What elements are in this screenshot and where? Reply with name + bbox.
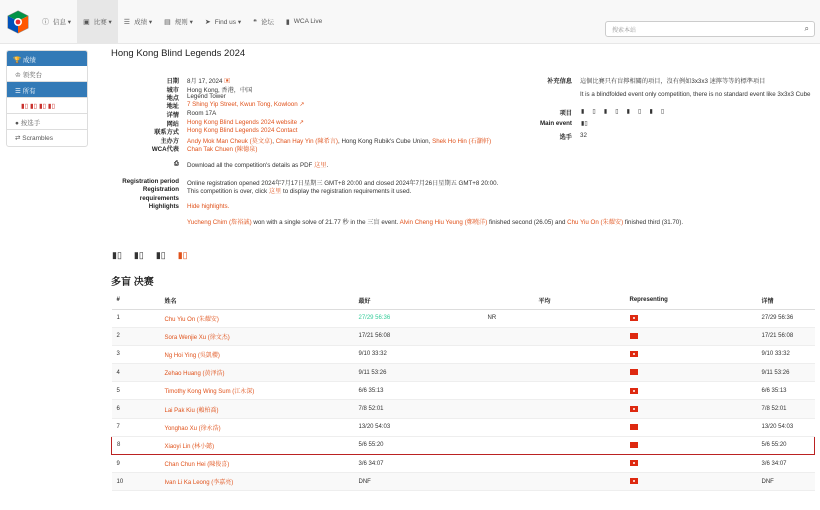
website-link[interactable]: Hong Kong Blind Legends 2024 website bbox=[187, 119, 298, 126]
cell-best: 6/6 35:13 bbox=[354, 382, 483, 400]
cell-details: 27/29 56:36 bbox=[757, 309, 815, 327]
table-row bbox=[112, 364, 815, 382]
list-icon: ☰ bbox=[15, 88, 21, 95]
col-representing: Representing bbox=[625, 292, 757, 309]
organizer-value: Andy Mok Man Cheuk (莫文卓), Chan Hay Yin (陳希言), Hong Kong Rubik's Cube Union, Shek Ho Hin (石灝軒) bbox=[187, 138, 492, 145]
event-333bf-icon[interactable]: ▮▯ bbox=[21, 103, 29, 110]
cell-best: 27/29 56:36 bbox=[354, 309, 483, 327]
cell-representing bbox=[625, 400, 757, 418]
extra-info-en: It is a blindfolded event only competition, there is no standard event like 3x3x3 Cube bbox=[580, 91, 811, 98]
nav-find-us-label: Find us ▾ bbox=[214, 18, 242, 26]
date-text: 8月 17, 2024 bbox=[187, 78, 223, 85]
sidebar-item-label: 按选手 bbox=[20, 120, 41, 127]
cell-name[interactable]: Ivan Li Ka Leong (李嘉亮) bbox=[160, 473, 354, 491]
event-333mbf-icon[interactable]: ▮▯ bbox=[47, 103, 56, 110]
event-333bf-icon[interactable]: ▮▯ bbox=[581, 108, 604, 115]
cubes-icon: ▣ bbox=[83, 18, 90, 26]
table-row bbox=[112, 400, 815, 418]
reg-period-value: Online registration opened 2024年7月17日星期三 GMT+8 20:00 and closed 2024年7月26日星期五 GMT+8 20:00. bbox=[187, 180, 499, 187]
cell-pos: 7 bbox=[112, 418, 160, 436]
city-value: Hong Kong, 香港，中国 bbox=[187, 87, 253, 94]
sidebar-header[interactable]: 🏆 成绩 bbox=[7, 51, 87, 66]
nav-regulations[interactable] bbox=[158, 0, 199, 44]
trophy-icon: ♔ bbox=[15, 72, 21, 79]
pdf-link[interactable]: 这里 bbox=[314, 162, 327, 169]
cell-average bbox=[534, 473, 625, 491]
cell-representing bbox=[625, 455, 757, 473]
nav-competitions[interactable] bbox=[77, 0, 118, 44]
cell-representing bbox=[625, 309, 757, 327]
cell-record bbox=[483, 345, 534, 363]
nav-find-us[interactable] bbox=[199, 0, 247, 44]
cell-record bbox=[483, 400, 534, 418]
cell-average bbox=[534, 345, 625, 363]
competitors-label: 选手 bbox=[559, 134, 572, 141]
details-label: 详情 bbox=[166, 112, 179, 119]
cell-record bbox=[483, 327, 534, 345]
nav-info-label: 信息 ▾ bbox=[53, 19, 72, 26]
cell-representing bbox=[625, 473, 757, 491]
city-label: 城市 bbox=[166, 87, 179, 94]
hide-highlights-value bbox=[187, 203, 229, 210]
details-value: Room 17A bbox=[187, 110, 217, 117]
table-row bbox=[112, 418, 815, 436]
cell-pos: 4 bbox=[112, 364, 160, 382]
contact-link[interactable]: Hong Kong Blind Legends 2024 Contact bbox=[187, 127, 298, 134]
cell-pos: 8 bbox=[112, 436, 160, 454]
pdf-line: Download all the competition's details as PDF 这里. bbox=[187, 162, 329, 169]
highlight-text: finished third (31.70). bbox=[624, 219, 684, 226]
organizer-link[interactable]: Shek Ho Hin (石灝軒) bbox=[432, 138, 492, 145]
highlight-text: finished second (26.05) and bbox=[489, 219, 566, 226]
cell-pos: 5 bbox=[112, 382, 160, 400]
cell-pos: 10 bbox=[112, 473, 160, 491]
cell-record bbox=[483, 382, 534, 400]
reg-period-label: Registration period bbox=[122, 178, 179, 185]
cell-details: 17/21 56:08 bbox=[757, 327, 815, 345]
event-555bf-icon[interactable]: ▮▯ bbox=[38, 103, 47, 110]
cell-best: 13/20 54:03 bbox=[354, 418, 483, 436]
cell-representing bbox=[625, 364, 757, 382]
round-heading: 多盲 决赛 bbox=[111, 277, 154, 288]
nav-forum-label: 论坛 bbox=[260, 19, 274, 26]
cell-representing bbox=[625, 345, 757, 363]
reg-req-link[interactable]: 这里 bbox=[268, 188, 282, 195]
cell-details: 7/8 52:01 bbox=[757, 400, 815, 418]
china-flag-icon bbox=[630, 369, 638, 375]
delegate-value bbox=[187, 144, 257, 153]
nav-results-label: 成绩 ▾ bbox=[134, 19, 153, 26]
event-333bf-icon[interactable]: ▮▯ bbox=[112, 250, 122, 260]
venue-value: Legend Tower bbox=[187, 93, 226, 100]
date-label: 日期 bbox=[166, 78, 179, 85]
cell-best: 3/6 34:07 bbox=[354, 455, 483, 473]
page-title: Hong Kong Blind Legends 2024 bbox=[111, 48, 246, 59]
cell-representing bbox=[625, 418, 757, 436]
cell-best: 9/10 33:32 bbox=[354, 345, 483, 363]
cell-average bbox=[534, 309, 625, 327]
organizer-link[interactable]: Andy Mok Man Cheuk (莫文卓) bbox=[187, 138, 273, 145]
cell-best: 9/11 53:26 bbox=[354, 364, 483, 382]
cell-representing bbox=[625, 382, 757, 400]
cell-record bbox=[483, 418, 534, 436]
cell-record bbox=[483, 436, 534, 454]
contact-label: 联系方式 bbox=[154, 129, 179, 136]
event-444bf-icon[interactable]: ▮▯ bbox=[29, 103, 38, 110]
book-icon: ▤ bbox=[164, 18, 171, 26]
cell-record bbox=[483, 455, 534, 473]
nav-wca-live-label: WCA Live bbox=[293, 18, 323, 25]
nav-regulations-label: 规则 ▾ bbox=[174, 19, 193, 26]
cell-pos: 6 bbox=[112, 400, 160, 418]
hong-kong-flag-icon bbox=[630, 315, 638, 321]
highlights-text bbox=[187, 217, 683, 226]
cell-best: DNF bbox=[354, 473, 483, 491]
search-icon[interactable]: ⌕ bbox=[804, 24, 809, 33]
wca-logo[interactable] bbox=[6, 10, 30, 34]
shuffle-icon: ⇄ bbox=[15, 135, 21, 142]
main-event-icon[interactable]: ▮▯ bbox=[581, 120, 588, 127]
cell-best: 5/6 55:20 bbox=[354, 436, 483, 454]
comments-icon: ❝ bbox=[253, 18, 257, 26]
china-flag-icon bbox=[630, 333, 638, 339]
results-sidebar bbox=[6, 50, 88, 147]
cell-average bbox=[534, 436, 625, 454]
pdf-text: Download all the competition's details as PDF bbox=[187, 162, 313, 169]
highlight-text: won with a single solve of 21.77 秒 in the 三盲 event. bbox=[253, 219, 399, 226]
sidebar-item-podiums[interactable] bbox=[7, 66, 87, 82]
list-icon: ☰ bbox=[123, 18, 131, 26]
events-icons bbox=[581, 108, 672, 115]
sidebar-header-label: 成绩 bbox=[22, 57, 36, 64]
hong-kong-flag-icon bbox=[630, 460, 638, 466]
cell-pos: 9 bbox=[112, 455, 160, 473]
col-best: 最好 bbox=[354, 292, 483, 309]
cell-details: DNF bbox=[757, 473, 815, 491]
reg-req-value bbox=[187, 186, 411, 195]
reg-req-post: to display the registration requirements it used. bbox=[282, 188, 412, 195]
table-row bbox=[112, 455, 815, 473]
china-flag-icon bbox=[630, 424, 638, 430]
user-icon: ● bbox=[15, 120, 19, 127]
cell-name[interactable]: Xiaoyi Lin (林小懿) bbox=[160, 436, 354, 454]
top-navbar bbox=[0, 0, 820, 44]
cell-name[interactable]: Sora Wenjie Xu (徐文杰) bbox=[160, 327, 354, 345]
nav-info[interactable] bbox=[36, 0, 77, 44]
cell-record bbox=[483, 364, 534, 382]
highlights-label: Highlights bbox=[148, 203, 179, 210]
organizer-label: 主办方 bbox=[160, 138, 179, 145]
cell-average bbox=[534, 418, 625, 436]
cell-pos: 1 bbox=[112, 309, 160, 327]
address-label: 地址 bbox=[166, 103, 179, 110]
venue-label: 地点 bbox=[166, 95, 179, 102]
col-record bbox=[483, 292, 534, 309]
cell-name[interactable]: Timothy Kong Wing Sum (江永深) bbox=[160, 382, 354, 400]
sidebar-item-label: 领奖台 bbox=[22, 72, 43, 79]
event-555bf-icon[interactable]: ▮▯ bbox=[626, 108, 650, 115]
cell-name[interactable]: Chan Chun Hei (陳俊喜) bbox=[160, 455, 354, 473]
cell-best: 17/21 56:08 bbox=[354, 327, 483, 345]
signal-icon: ▮ bbox=[285, 18, 290, 26]
main-event-label: Main event bbox=[540, 120, 572, 127]
highlight-person-link[interactable]: Chu Yiu On (朱耀安) bbox=[567, 219, 624, 226]
nav-wca-live[interactable] bbox=[280, 0, 328, 44]
table-row bbox=[112, 473, 815, 491]
external-link-icon[interactable]: ↗ bbox=[298, 119, 305, 126]
event-selector bbox=[112, 250, 188, 261]
calendar-icon[interactable]: ▣ bbox=[224, 78, 231, 85]
cell-details: 6/6 35:13 bbox=[757, 382, 815, 400]
cell-details: 9/11 53:26 bbox=[757, 364, 815, 382]
reg-req-label: Registration requirements bbox=[139, 186, 179, 202]
sidebar-item-all[interactable] bbox=[7, 82, 87, 98]
col-average: 平均 bbox=[534, 292, 625, 309]
events-label: 项目 bbox=[559, 110, 572, 117]
table-header-row bbox=[112, 292, 815, 309]
table-row bbox=[112, 345, 815, 363]
event-444bf-icon[interactable]: ▮▯ bbox=[133, 250, 144, 260]
reg-req-pre: This competition is over, click bbox=[187, 188, 268, 195]
cell-representing bbox=[625, 327, 757, 345]
event-444bf-icon[interactable]: ▮▯ bbox=[603, 108, 627, 115]
cell-name[interactable]: Ng Hoi Ying (吳凱櫻) bbox=[160, 345, 354, 363]
organizer-link[interactable]: Chan Hay Yin (陳希言) bbox=[275, 138, 338, 145]
nav-results[interactable] bbox=[118, 0, 158, 44]
cell-details: 13/20 54:03 bbox=[757, 418, 815, 436]
organizer-text: Hong Kong Rubik's Cube Union bbox=[341, 138, 429, 145]
cell-pos: 2 bbox=[112, 327, 160, 345]
results-table bbox=[111, 292, 815, 491]
search-input[interactable] bbox=[605, 21, 815, 37]
cell-name[interactable]: Chu Yiu On (朱耀安) bbox=[160, 309, 354, 327]
event-333mbf-icon[interactable]: ▮▯ bbox=[649, 108, 673, 115]
hide-highlights-link[interactable]: Hide highlights. bbox=[187, 203, 230, 210]
nav-competitions-label: 比赛 ▾ bbox=[93, 19, 112, 26]
event-333mbf-icon[interactable]: ▮▯ bbox=[177, 250, 188, 260]
cell-record bbox=[483, 473, 534, 491]
cell-average bbox=[534, 364, 625, 382]
print-icon: ⎙ bbox=[174, 160, 179, 167]
contact-value bbox=[187, 127, 297, 134]
event-555bf-icon[interactable]: ▮▯ bbox=[155, 250, 166, 260]
delegate-label: WCA代表 bbox=[151, 146, 179, 153]
info-icon: ⓘ bbox=[42, 18, 49, 26]
search-placeholder: 搜索本站 bbox=[612, 28, 637, 34]
cell-details: 5/6 55:20 bbox=[757, 436, 815, 454]
cell-pos: 3 bbox=[112, 345, 160, 363]
external-link-icon[interactable]: ↗ bbox=[299, 101, 305, 108]
highlight-person-link[interactable]: Alvin Cheng Hiu Yeung (鄭曉洋) bbox=[399, 219, 488, 226]
sidebar-item-by-person[interactable] bbox=[7, 114, 87, 130]
delegate-link[interactable]: Chan Tak Chuen (陳德泉) bbox=[187, 146, 258, 153]
cell-name[interactable]: Zehao Huang (黄泽浩) bbox=[160, 364, 354, 382]
cell-name[interactable]: Lai Pak Kiu (賴柏喬) bbox=[160, 400, 354, 418]
hong-kong-flag-icon bbox=[630, 478, 638, 484]
hong-kong-flag-icon bbox=[630, 406, 638, 412]
cell-details: 9/10 33:32 bbox=[757, 345, 815, 363]
nav-forum[interactable] bbox=[247, 0, 280, 44]
col-pos: # bbox=[112, 292, 160, 309]
cell-best: 7/8 52:01 bbox=[354, 400, 483, 418]
paper-plane-icon: ➤ bbox=[204, 18, 211, 26]
cell-name[interactable]: Yonghao Xu (徐永浩) bbox=[160, 418, 354, 436]
extra-info-zh: 這個比賽只有盲擰相關的項目，沒有例如3x3x3 速擰等等的標準項目 bbox=[580, 78, 766, 85]
hong-kong-flag-icon bbox=[630, 351, 638, 357]
website-label: 网站 bbox=[166, 121, 179, 128]
col-name: 姓名 bbox=[160, 292, 354, 309]
cell-details: 3/6 34:07 bbox=[757, 455, 815, 473]
website-value bbox=[187, 119, 304, 126]
cell-average bbox=[534, 400, 625, 418]
cell-average bbox=[534, 327, 625, 345]
table-row bbox=[112, 382, 815, 400]
highlight-person-link[interactable]: Yucheng Chim (詹裕誠) bbox=[187, 219, 252, 226]
table-row bbox=[112, 327, 815, 345]
cell-record: NR bbox=[483, 309, 534, 327]
table-row bbox=[112, 436, 815, 454]
china-flag-icon bbox=[630, 442, 638, 448]
sidebar-item-label: Scrambles bbox=[22, 135, 53, 142]
table-row bbox=[112, 309, 815, 327]
cell-average bbox=[534, 455, 625, 473]
col-details: 详情 bbox=[757, 292, 815, 309]
competitors-count: 32 bbox=[580, 132, 587, 139]
sidebar-event-icons bbox=[7, 98, 87, 114]
cell-representing bbox=[625, 436, 757, 454]
sidebar-item-scrambles[interactable] bbox=[7, 130, 87, 146]
address-link[interactable]: 7 Shing Yip Street, Kwun Tong, Kowloon bbox=[187, 101, 298, 108]
extra-info-label: 补充信息 bbox=[547, 78, 572, 85]
hong-kong-flag-icon bbox=[630, 388, 638, 394]
address-value bbox=[187, 101, 305, 108]
date-value bbox=[187, 76, 230, 85]
sidebar-item-label: 所有 bbox=[22, 88, 36, 95]
cell-average bbox=[534, 382, 625, 400]
